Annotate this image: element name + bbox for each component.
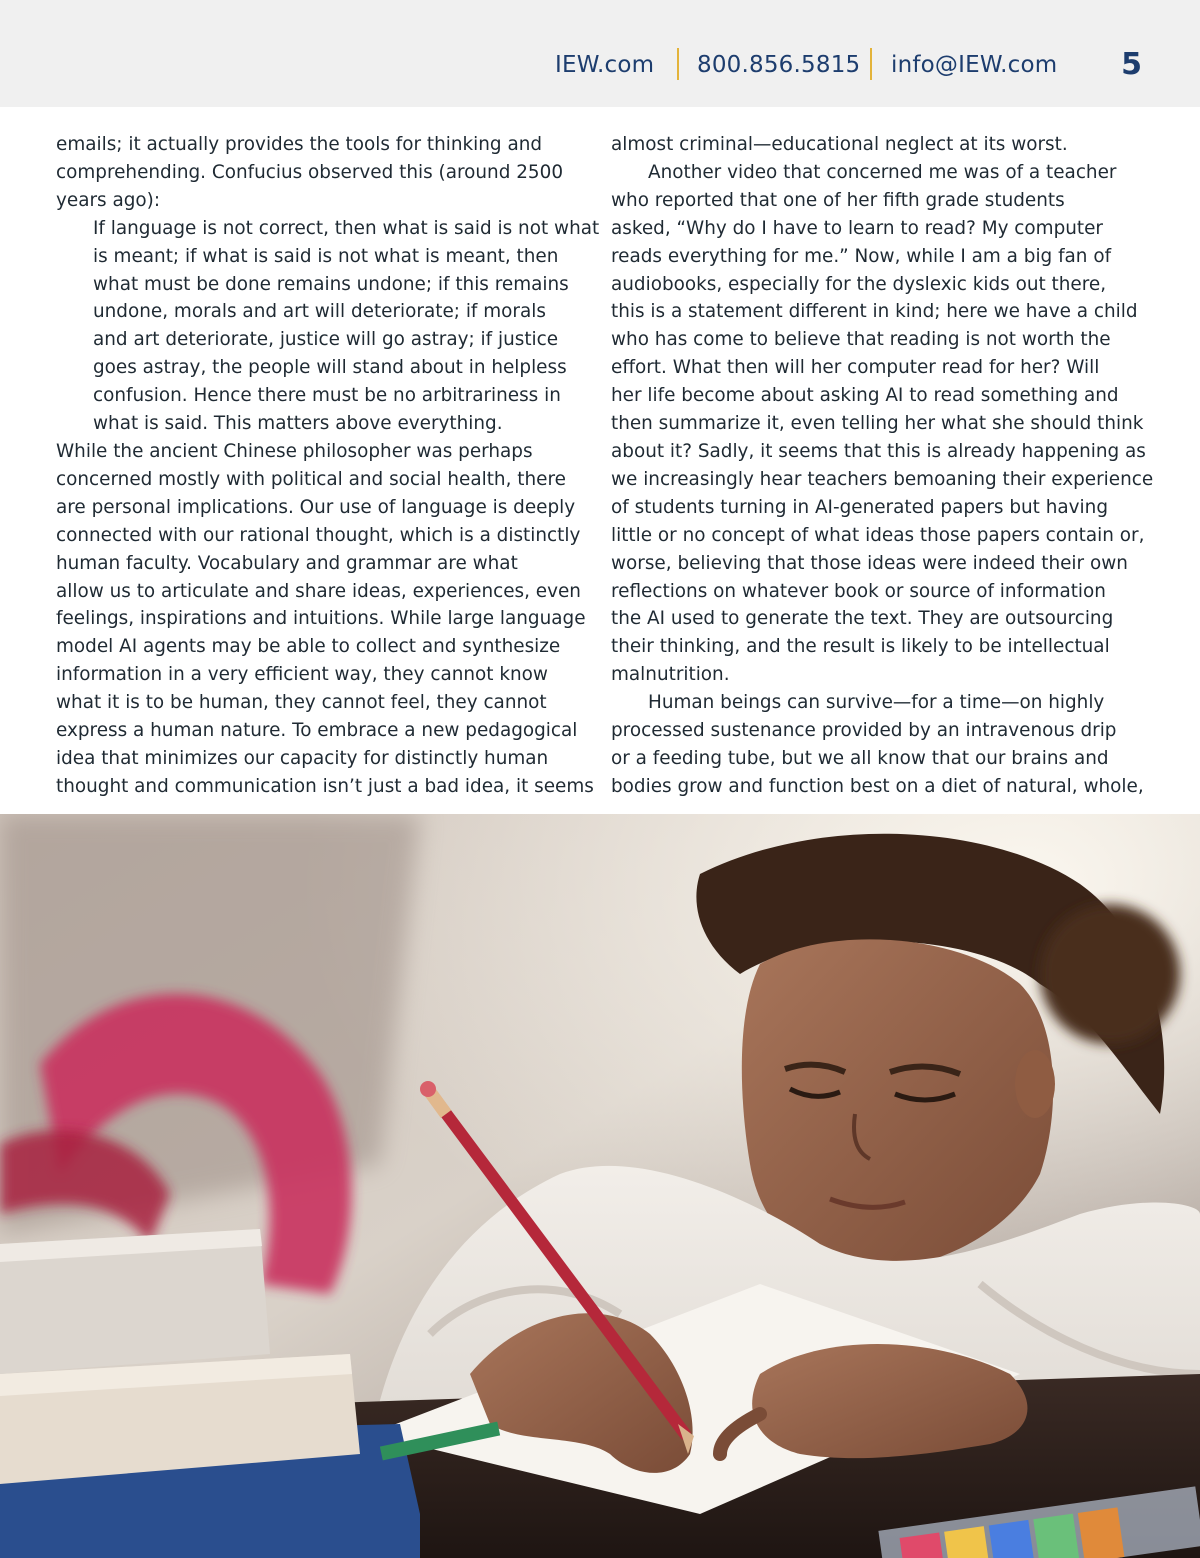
quote-line: what is said. This matters above everything. — [93, 413, 503, 435]
text-line: human faculty. Vocabulary and grammar are what — [56, 552, 518, 574]
text-line: idea that minimizes our capacity for distinctly human — [56, 747, 549, 769]
text-line: Another video that concerned me was of a teacher — [648, 161, 1117, 183]
quote-line: goes astray, the people will stand about in helpless — [93, 357, 567, 379]
text-line: almost criminal—educational neglect at its worst. — [611, 134, 1068, 155]
text-line: Human beings can survive—for a time—on highly — [648, 692, 1105, 714]
header-divider — [870, 48, 872, 80]
left-text-column — [56, 131, 600, 801]
text-line: or a feeding tube, but we all know that our brains and — [611, 747, 1109, 769]
text-line: express a human nature. To embrace a new pedagogical — [56, 720, 578, 742]
text-line: While the ancient Chinese philosopher was perhaps — [56, 440, 533, 462]
text-line: effort. What then will her computer read for her? Will — [611, 357, 1100, 379]
survival-paragraph — [611, 689, 1151, 801]
quote-line: and art deteriorate, justice will go astray; if justice — [93, 329, 559, 351]
text-line: of students turning in AI-generated papers but having — [611, 496, 1108, 518]
text-line: years ago): — [56, 189, 161, 211]
text-line: concerned mostly with political and social health, there — [56, 468, 566, 490]
text-line: then summarize it, even telling her what she should think — [611, 413, 1144, 435]
website-link[interactable]: IEW.com — [555, 52, 655, 78]
continued-paragraph — [611, 131, 1151, 159]
email-link[interactable]: info@IEW.com — [891, 52, 1058, 78]
text-line: audiobooks, especially for the dyslexic kids out there, — [611, 273, 1107, 295]
page-number: 5 — [1121, 47, 1142, 82]
text-line: who reported that one of her fifth grade students — [611, 189, 1065, 211]
text-line: bodies grow and function best on a diet of natural, whole, — [611, 775, 1144, 797]
text-line: are personal implications. Our use of language is deeply — [56, 496, 576, 518]
right-text-column — [611, 131, 1154, 801]
text-line: processed sustenance provided by an intravenous drip — [611, 720, 1117, 742]
quote-line: If language is not correct, then what is said is not what — [93, 217, 600, 239]
text-line: connected with our rational thought, which is a distinctly — [56, 524, 581, 546]
quote-line: undone, morals and art will deteriorate; if morals — [93, 301, 546, 323]
text-line: little or no concept of what ideas those papers contain or, — [611, 524, 1145, 546]
text-line: who has come to believe that reading is not worth the — [611, 329, 1111, 351]
text-line: asked, “Why do I have to learn to read? My computer — [611, 217, 1103, 239]
text-line: their thinking, and the result is likely to be intellectual — [611, 636, 1110, 658]
quote-line: is meant; if what is said is not what is meant, then — [93, 245, 559, 267]
quote-line: what must be done remains undone; if this remains — [93, 273, 569, 295]
text-line: what it is to be human, they cannot feel, they cannot — [56, 692, 547, 714]
text-line: worse, believing that those ideas were indeed their own — [611, 552, 1128, 574]
quote-line: confusion. Hence there must be no arbitrariness in — [93, 385, 561, 407]
video-paragraph — [611, 159, 1154, 689]
text-line: emails; it actually provides the tools for thinking and — [56, 134, 543, 155]
page-header — [0, 0, 1200, 107]
text-line: malnutrition. — [611, 664, 730, 686]
text-line: reads everything for me.” Now, while I am a big fan of — [611, 245, 1112, 267]
text-line: her life become about asking AI to read something and — [611, 385, 1119, 407]
intro-paragraph — [56, 131, 596, 215]
text-line: reflections on whatever book or source of information — [611, 580, 1106, 602]
girl-writing-photo — [0, 814, 1200, 1558]
body-paragraph — [56, 438, 596, 801]
text-line: allow us to articulate and share ideas, experiences, even — [56, 580, 581, 602]
text-line: about it? Sadly, it seems that this is already happening as — [611, 440, 1146, 462]
text-line: model AI agents may be able to collect and synthesize — [56, 636, 561, 658]
text-line: we increasingly hear teachers bemoaning their experience — [611, 468, 1154, 490]
confucius-block-quote — [56, 215, 600, 438]
text-line: the AI used to generate the text. They are outsourcing — [611, 608, 1114, 630]
text-line: thought and communication isn’t just a bad idea, it seems — [56, 775, 594, 797]
text-line: information in a very efficient way, they cannot know — [56, 664, 548, 686]
text-line: feelings, inspirations and intuitions. While large language — [56, 608, 586, 630]
text-line: this is a statement different in kind; here we have a child — [611, 301, 1138, 323]
phone-number[interactable]: 800.856.5815 — [697, 52, 861, 78]
header-divider — [677, 48, 679, 80]
text-line: comprehending. Confucius observed this (around 2500 — [56, 161, 564, 183]
